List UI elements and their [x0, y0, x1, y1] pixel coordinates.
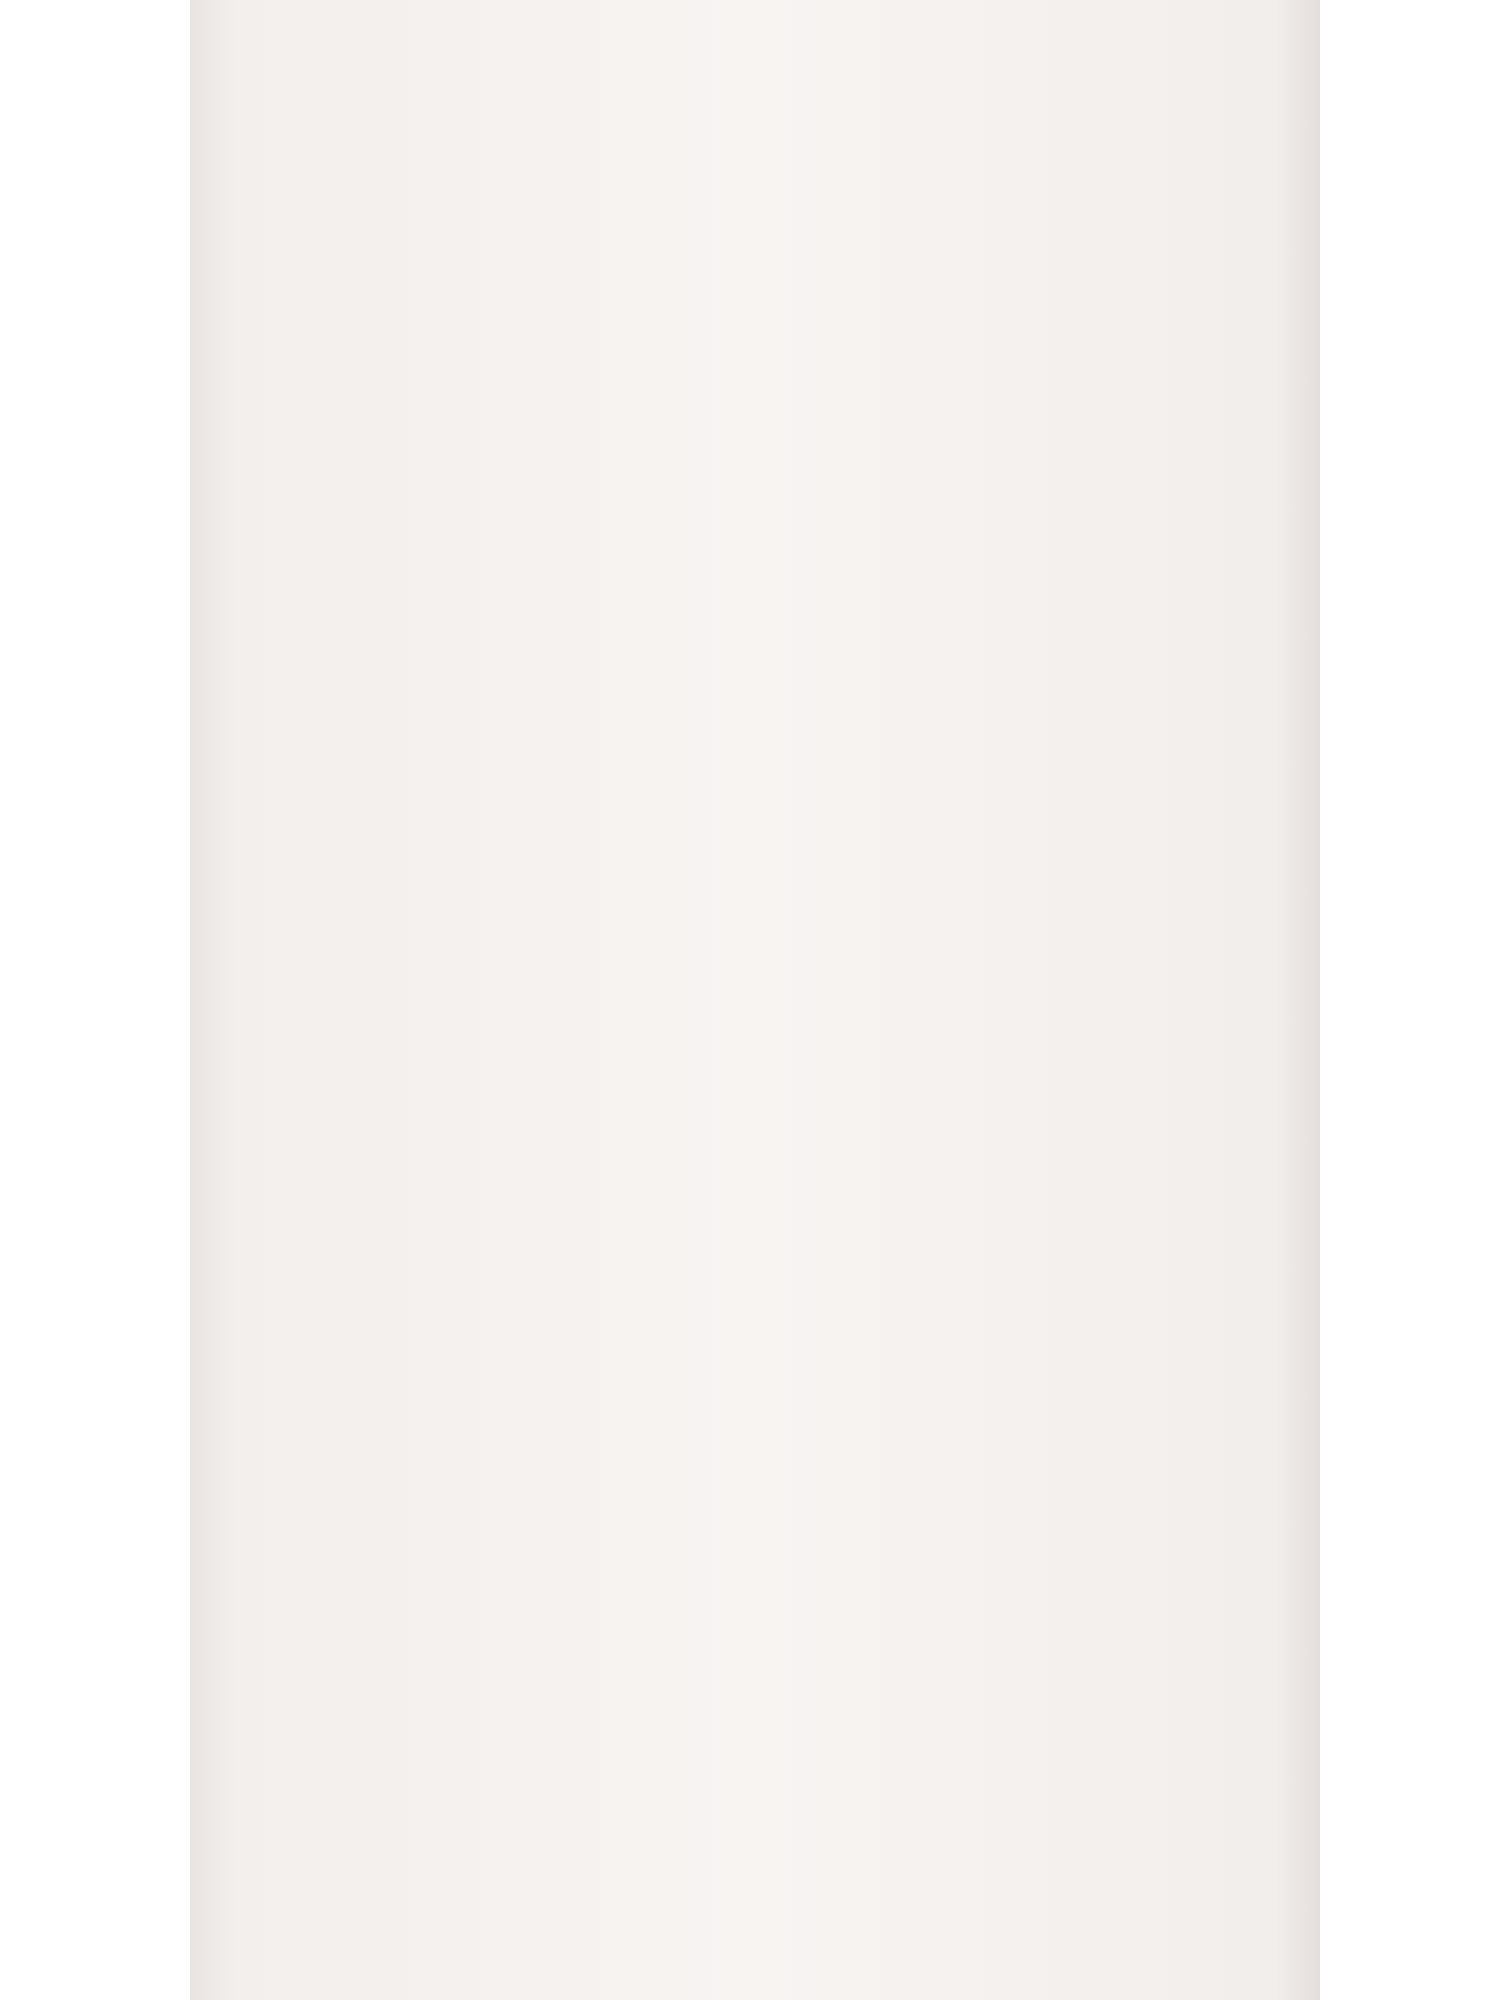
section-heading — [216, 247, 1292, 307]
book-page — [190, 0, 1320, 2000]
running-header — [216, 40, 1292, 80]
section-paragraph-3-quote — [216, 473, 1292, 532]
section-paragraph-1 — [216, 315, 1292, 374]
intro-paragraph — [216, 136, 1292, 195]
section-paragraph-2 — [216, 394, 1292, 453]
